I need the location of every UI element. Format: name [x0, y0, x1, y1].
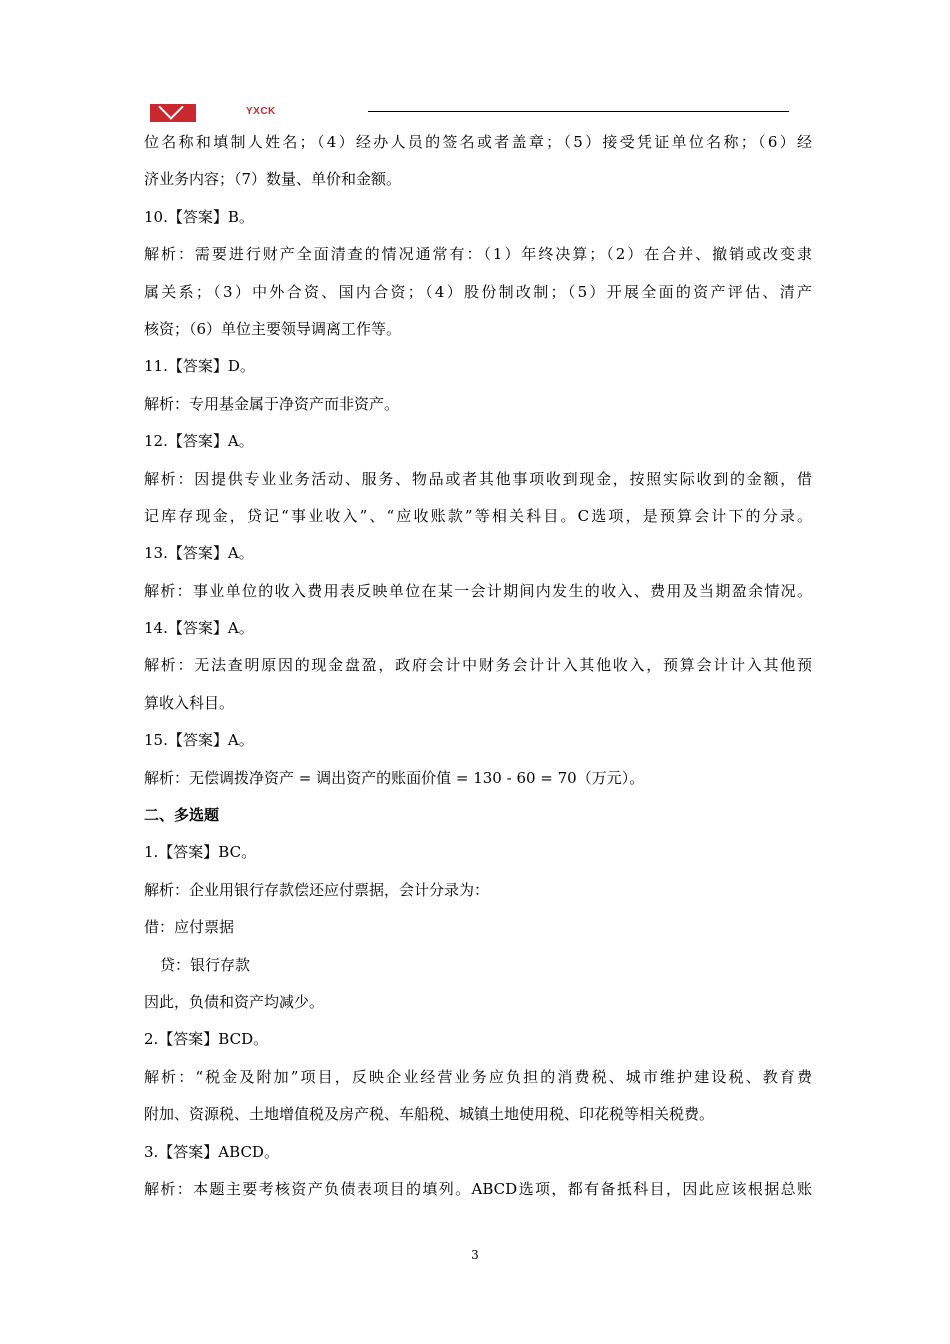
text-line: 核资；（6）单位主要领导调离工作等。 — [144, 319, 402, 338]
text-line: 解析：需要进行财产全面清查的情况通常有：（1）年终决算；（2）在合并、撤销或改变隶 — [144, 245, 812, 264]
header-rule — [368, 111, 789, 112]
text-line: 13.【答案】A。 — [144, 544, 254, 563]
page-number: 3 — [471, 1248, 479, 1262]
text-line: 12.【答案】A。 — [144, 432, 254, 451]
text-line: 解析：无法查明原因的现金盘盈，政府会计中财务会计计入其他收入，预算会计计入其他预 — [144, 656, 812, 675]
text-line: 解析：专用基金属于净资产而非资产。 — [144, 394, 400, 413]
brand-logo-icon — [150, 104, 196, 122]
text-line: 解析：因提供专业业务活动、服务、物品或者其他事项收到现金，按照实际收到的金额，借 — [144, 469, 812, 488]
text-line: 位名称和填制人姓名；（4）经办人员的签名或者盖章；（5）接受凭证单位名称；（6）经 — [144, 133, 812, 151]
text-line: 10.【答案】B。 — [144, 207, 254, 226]
text-line: 1.【答案】BC。 — [144, 843, 257, 862]
text-line: 记库存现金，贷记“事业收入”、“应收账款”等相关科目。C选项，是预算会计下的分录。 — [144, 506, 812, 525]
document-body — [144, 124, 812, 1208]
text-line: 15.【答案】A。 — [144, 731, 254, 750]
page-header — [0, 0, 950, 130]
section-heading: 二、多选题 — [144, 806, 220, 825]
text-line: 属关系；（3）中外合资、国内合资；（4）股份制改制；（5）开展全面的资产评估、清产 — [144, 282, 812, 301]
text-line: 解析：企业用银行存款偿还应付票据，会计分录为： — [144, 880, 490, 899]
text-line: 借：应付票据 — [144, 918, 235, 937]
text-line: 解析：事业单位的收入费用表反映单位在某一会计期间内发生的收入、费用及当期盈余情况。 — [144, 581, 812, 600]
text-line: 3.【答案】ABCD。 — [144, 1142, 279, 1161]
text-line: 济业务内容；（7）数量、单价和金额。 — [144, 170, 402, 189]
text-line: 解析：本题主要考核资产负债表项目的填列。ABCD选项，都有备抵科目，因此应该根据总账 — [144, 1179, 812, 1198]
text-line: 附加、资源税、土地增值税及房产税、车船税、城镇土地使用税、印花税等相关税费。 — [144, 1105, 715, 1124]
brand-name: YXCK — [246, 106, 276, 117]
text-line: 因此，负债和资产均减少。 — [144, 992, 325, 1011]
text-line: 14.【答案】A。 — [144, 619, 254, 638]
text-line: 解析：无偿调拨净资产 = 调出资产的账面价值 = 130 - 60 = 70（万元）。 — [144, 768, 645, 787]
text-line: 解析：“税金及附加”项目，反映企业经营业务应负担的消费税、城市维护建设税、教育费 — [144, 1067, 812, 1086]
text-line: 算收入科目。 — [144, 693, 235, 712]
text-line: 贷：银行存款 — [160, 955, 251, 974]
text-line: 11.【答案】D。 — [144, 357, 255, 376]
text-line: 2.【答案】BCD。 — [144, 1030, 269, 1049]
